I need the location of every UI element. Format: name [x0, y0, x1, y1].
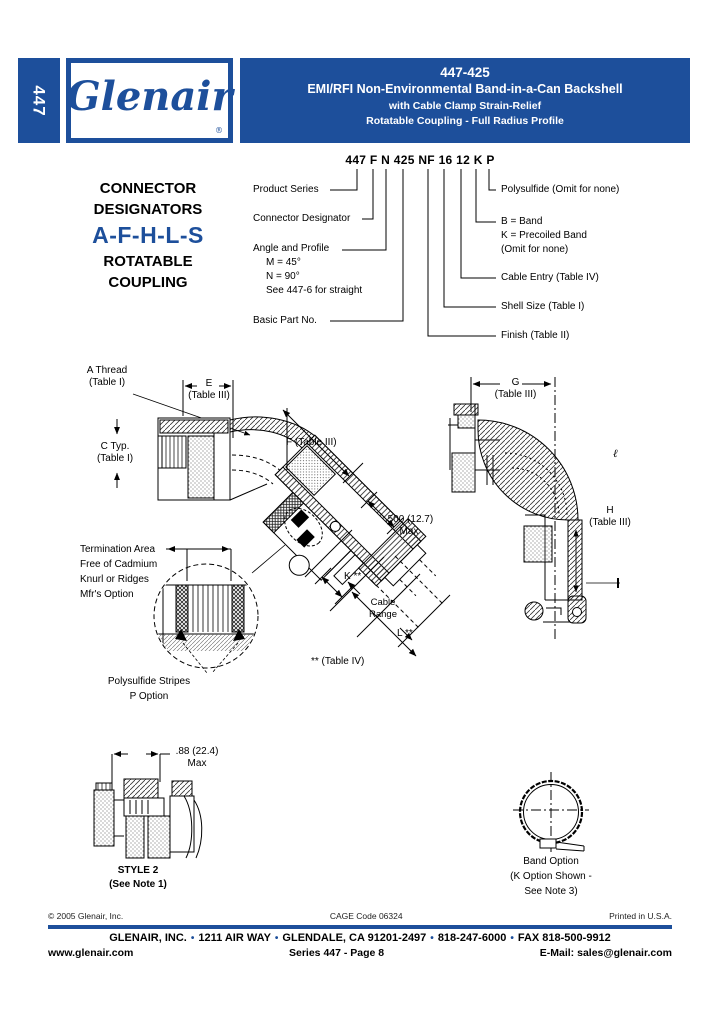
label-dim-h: H (Table III) — [589, 505, 631, 528]
bullet-separator: • — [274, 933, 279, 944]
callout-band-omit: (Omit for none) — [501, 244, 569, 255]
callout-angle-note: See 447-6 for straight — [266, 285, 363, 296]
footer-links-row — [48, 947, 672, 959]
footer-copyright: © 2005 Glenair, Inc. — [48, 911, 124, 921]
footer-printed: Printed in U.S.A. — [609, 911, 672, 921]
label-polysulfide-stripes: Polysulfide Stripes P Option — [107, 676, 191, 702]
footer-phone: 818-247-6000 — [437, 932, 507, 944]
designators-heading-1: CONNECTOR — [99, 180, 197, 197]
product-subtitle-1: with Cable Clamp Strain-Relief — [388, 100, 542, 112]
callout-angle-m: M = 45° — [266, 257, 301, 268]
callout-band-k: K = Precoiled Band — [501, 230, 587, 241]
label-dim-500: .500 (12.7) Max — [384, 514, 434, 537]
label-style2-dim: .88 (22.4) Max — [175, 746, 219, 769]
designators-heading-2: DESIGNATORS — [93, 201, 203, 218]
callout-product-series: Product Series — [253, 184, 319, 195]
detail-circle — [154, 549, 258, 673]
callout-finish: Finish (Table II) — [501, 330, 570, 341]
coupling-heading-1: ROTATABLE — [103, 253, 193, 270]
footer-email: E-Mail: sales@glenair.com — [539, 947, 672, 959]
callout-shell-size: Shell Size (Table I) — [501, 301, 585, 312]
glenair-logo-text: Glenair — [66, 72, 233, 120]
footer-rule — [48, 925, 672, 929]
label-a-thread: A Thread (Table I) — [86, 365, 128, 388]
coupling-heading-2: COUPLING — [108, 274, 188, 291]
glenair-logo — [66, 58, 233, 143]
label-c-typ: C Typ. (Table I) — [96, 441, 134, 464]
footer-meta-row — [48, 911, 672, 921]
registered-mark: ® — [215, 126, 223, 135]
series-tab-label: 447 — [30, 84, 49, 117]
label-band-option-caption: Band Option (K Option Shown - See Note 3) — [510, 856, 592, 897]
part-number-code: 447 F N 425 NF 16 12 K P — [345, 153, 495, 167]
footer-company: GLENAIR, INC. — [109, 932, 187, 944]
series-tab — [18, 58, 60, 143]
part-series-title: 447-425 — [440, 65, 490, 80]
designator-letters: A-F-H-L-S — [92, 222, 204, 248]
label-dim-g: G (Table III) — [494, 377, 537, 400]
callout-basic-part-no: Basic Part No. — [253, 315, 317, 326]
pn-callout-lines — [330, 169, 496, 336]
footer-series-page: Series 447 - Page 8 — [289, 947, 385, 959]
callout-angle-profile: Angle and Profile — [253, 243, 330, 254]
label-table4-note: ** (Table IV) — [311, 656, 365, 667]
title-band — [240, 58, 690, 143]
bullet-separator: • — [510, 933, 514, 944]
footer-city: GLENDALE, CA 91201-2497 — [282, 932, 427, 944]
callout-polysulfide: Polysulfide (Omit for none) — [501, 184, 620, 195]
label-dim-e: E (Table III) — [188, 378, 230, 401]
footer-address — [24, 932, 696, 944]
callout-band-b: B = Band — [501, 216, 543, 227]
callout-cable-entry: Cable Entry (Table IV) — [501, 272, 599, 283]
footer-cage-code: CAGE Code 06324 — [329, 911, 403, 921]
footer-fax: FAX 818-500-9912 — [517, 932, 611, 944]
footer-website: www.glenair.com — [48, 947, 134, 959]
label-dim-f: F (Table III) — [286, 437, 337, 448]
label-termination-area: Termination Area Free of Cadmium Knurl or Ridges Mfr's Option — [80, 544, 158, 600]
label-script-l: ℓ — [613, 447, 618, 460]
product-subtitle-2: Rotatable Coupling - Full Radius Profile — [366, 115, 564, 127]
bullet-separator: • — [190, 933, 195, 944]
footer-street: 1211 AIR WAY — [198, 932, 271, 944]
label-cable-range: Cable Range — [369, 597, 397, 620]
callout-angle-n: N = 90° — [266, 271, 300, 282]
label-dim-k: K ** — [344, 571, 362, 582]
callout-connector-designator: Connector Designator — [253, 213, 351, 224]
label-dim-l: L ** — [397, 628, 413, 639]
connector-designators — [58, 178, 238, 293]
bullet-separator: • — [430, 933, 434, 944]
product-title: EMI/RFI Non-Environmental Band-in-a-Can Backshell — [307, 82, 623, 96]
label-style2-caption: STYLE 2 (See Note 1) — [109, 865, 167, 890]
band-option-drawing — [513, 772, 589, 852]
